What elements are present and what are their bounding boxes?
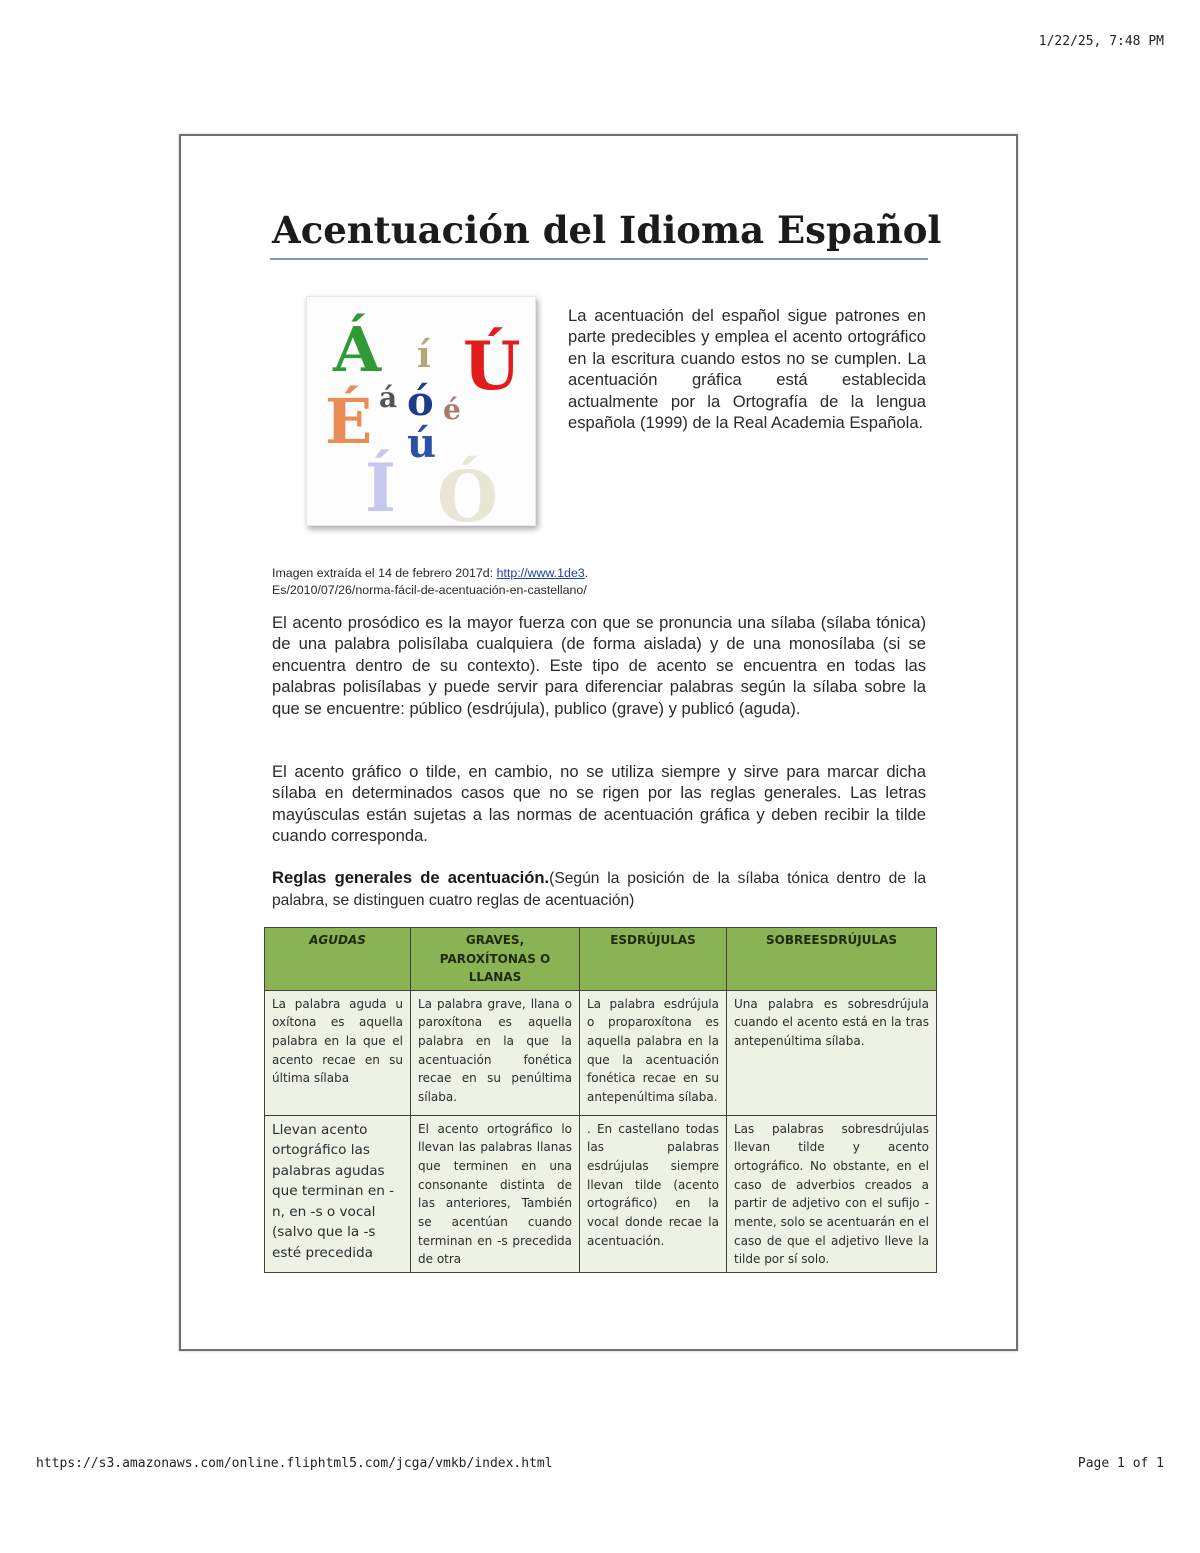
table-header-row — [265, 928, 937, 991]
accented-letters-graphic — [307, 297, 535, 525]
letter-3: Ú — [463, 327, 521, 405]
table-row — [265, 1115, 937, 1273]
letter-7: é — [443, 393, 461, 426]
print-timestamp: 1/22/25, 7:48 PM — [1038, 34, 1164, 49]
letter-9: Í — [365, 449, 396, 525]
caption-path: Es/2010/07/26/norma-fácil-de-acentuación-en-castellano/ — [272, 582, 587, 597]
caption-period: . — [584, 566, 589, 580]
table-row — [265, 990, 937, 1115]
accented-letters-image — [306, 296, 536, 526]
print-url: https://s3.amazonaws.com/online.fliphtml5.com/jcga/vmkb/index.html — [36, 1456, 553, 1471]
rule-sobreesdrujulas: Las palabras sobresdrújulas llevan tilde y acento ortográfico. No obstante, en el caso de adverbios creados a partir de adjetivo con el sufijo -mente, solo se acentuarán en el caso de que el adjetivo lleve la tilde por sí solo. — [727, 1115, 937, 1273]
prosodic-accent-paragraph: El acento prosódico es la mayor fuerza con que se pronuncia una sílaba (sílaba tónica) de una palabra polisílaba cualquiera (de forma aislada) y de una monosílaba (si se encuentra dentro de su contexto). Este tipo de acento se encuentra en todas las palabras polisílabas y puede servir para diferenciar palabras según la sílaba sobre la que se encuentre: público (esdrújula), publico (grave) y publicó (aguda). — [272, 613, 926, 718]
rule-esdrujulas: . En castellano todas las palabras esdrújulas siempre llevan tilde (acento ortográfico) en la vocal donde recae la acentuación. — [580, 1115, 727, 1273]
caption-link[interactable]: http://www.1de3 — [496, 566, 585, 580]
letter-10: Ó — [437, 455, 498, 525]
definition-agudas: La palabra aguda u oxítona es aquella palabra en la que el acento recae en su última sílaba — [265, 990, 411, 1115]
caption-prefix: Imagen extraída el 14 de febrero 2017d: — [272, 566, 497, 580]
rule-graves: El acento ortográfico lo llevan las palabras llanas que terminen en una consonante distinta de las anteriores, También se acentúan cuando terminan en -s precedida de otra — [411, 1115, 580, 1273]
header-sobreesdrujulas: SOBREESDRÚJULAS — [727, 928, 937, 991]
letter-2: í — [417, 334, 431, 376]
rule-agudas: Llevan acento ortográfico las palabras agudas que terminan en -n, en -s o vocal (salvo que la -s esté precedida — [265, 1115, 411, 1273]
letter-5: á — [379, 381, 398, 414]
letter-1: Á — [333, 313, 382, 386]
accent-rules-table — [264, 927, 937, 1273]
definition-sobreesdrujulas: Una palabra es sobresdrújula cuando el acento está en la tras antepenúltima sílaba. — [727, 990, 937, 1115]
rules-subheading: (Según la posición de la sílaba tónica dentro de la palabra, se distinguen cuatro reglas de acentuación) — [272, 870, 926, 910]
definition-esdrujulas: La palabra esdrújula o proparoxítona es aquella palabra en la que la acentuación fonética recae en su antepenúltima sílaba. — [580, 990, 727, 1115]
image-caption — [272, 565, 932, 598]
intro-paragraph: La acentuación del español sigue patrones en parte predecibles y emplea el acento ortográfico en la escritura cuando estos no se cumplen. La acentuación gráfica está establecida actualmente por la Ortografía de la lengua española (1999) de la Real Academia Española. — [568, 306, 926, 433]
letter-4: É — [325, 385, 373, 458]
header-esdrujulas: ESDRÚJULAS — [580, 928, 727, 991]
definition-graves: La palabra grave, llana o paroxítona es aquella palabra en la que la acentuación fonética recae en su penúltima sílaba. — [411, 990, 580, 1115]
header-graves: GRAVES, PAROXÍTONAS O LLANAS — [411, 928, 580, 991]
header-agudas: AGUDAS — [265, 928, 411, 991]
document-title: Acentuación del Idioma Español — [272, 208, 942, 252]
rules-intro — [272, 867, 926, 912]
letter-6: ó — [407, 378, 434, 425]
graphic-accent-paragraph: El acento gráfico o tilde, en cambio, no se utiliza siempre y sirve para marcar dicha sílaba en determinados casos que no se rigen por las reglas generales. Las letras mayúsculas están sujetas a las normas de acentuación gráfica y deben recibir la tilde cuando corresponda. — [272, 762, 926, 846]
title-underline — [270, 258, 928, 260]
rules-heading: Reglas generales de acentuación. — [272, 868, 550, 887]
letter-8: ú — [407, 420, 437, 467]
page-indicator: Page 1 of 1 — [1077, 1456, 1164, 1471]
